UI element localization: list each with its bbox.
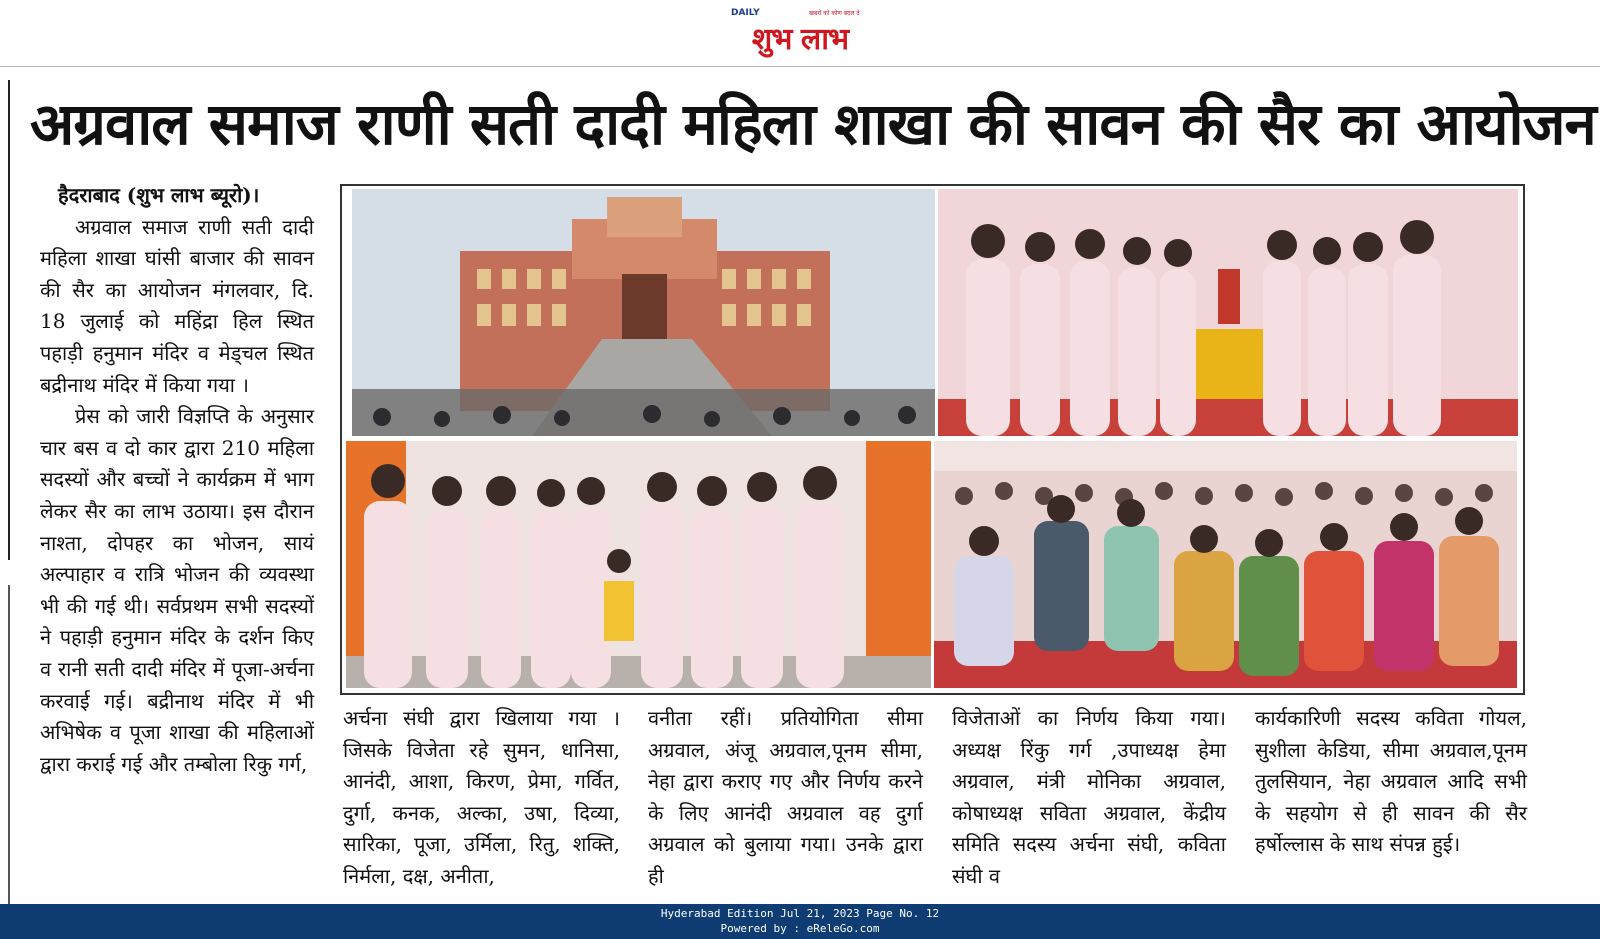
group-photo-women-pink [346, 441, 931, 688]
powered-by-link[interactable]: Powered by : eReleGo.com [720, 922, 880, 935]
article-column-2 [343, 703, 620, 893]
audience-photo [934, 441, 1517, 688]
article-paragraph-2: प्रेस को जारी विज्ञप्ति के अनुसार चार बस व दो कार द्वारा 210 महिला सदस्यों और बच्चों ने कार्यक्रम में भाग लेकर सैर का लाभ उठाया। इस दौरान नाश्ता, दोपहर का भोजन, सायं अल्पाहार व रात्रि भोजन की व्यवस्था भी की गई थी। सर्वप्रथम सभी सदस्यों ने पहाड़ी हनुमान मंदिर के दर्शन किए व रानी सती दादी मंदिर में पूजा-अर्चना करवाई गई। बद्रीनाथ मंदिर में भी अभिषेक व पूजा शाखा की महिलाओं द्वारा कराई गई और तम्बोला रिकु गर्ग, [40, 404, 314, 776]
left-column-rule-lower [0, 585, 10, 905]
edition-info: Hyderabad Edition Jul 21, 2023 Page No. 12 [660, 907, 940, 920]
left-column-rule [0, 80, 10, 560]
article-headline: अग्रवाल समाज राणी सती दादी महिला शाखा की सावन की सैर का आयोजन [30, 90, 1596, 158]
column-2-text: अर्चना संघी द्वारा खिलाया गया । जिसके विजेता रहे सुमन, धानिसा, आनंदी, आशा, किरण, प्रेमा, गर्वित, दुर्गा, कनक, अल्का, उषा, दिव्या, सारिका, पूजा, उर्मिला, रितु, शक्ति, निर्मला, दक्ष, अनीता, [343, 706, 620, 888]
column-3-text: वनीता रहीं। प्रतियोगिता सीमा अग्रवाल, अंजू अग्रवाल,पूनम सीमा, नेहा द्वारा कराए गए और निर्णय करने के लिए आनंदी अग्रवाल वह दुर्गा अग्रवाल को बुलाया गया। उनके द्वारा ही [648, 706, 923, 888]
group-photo-women-shrine [938, 189, 1518, 436]
article-paragraph-1: अग्रवाल समाज राणी सती दादी महिला शाखा घांसी बाजार की सावन की सैर का आयोजन मंगलवार, दि. 18 जुलाई को महिंद्रा हिल स्थित पहाड़ी हनुमान मंदिर व मेड्चल स्थित बद्रीनाथ मंदिर में किया गया । [40, 214, 314, 397]
photo-collage [340, 184, 1525, 695]
logo-brand: शुभ लाभ [751, 22, 849, 57]
temple-photo [352, 189, 935, 436]
logo-daily-text: DAILY [731, 8, 760, 18]
article-column-4 [952, 703, 1226, 893]
masthead-bar [0, 0, 1600, 67]
column-4-text: विजेताओं का निर्णय किया गया।अध्यक्ष रिंकु गर्ग ,उपाध्यक्ष हेमा अग्रवाल, मंत्री मोनिका अग्रवाल, कोषाध्यक्ष सविता अग्रवाल, केंद्रीय समिति सदस्य अर्चना संघी, कविता संघी व [952, 706, 1226, 888]
article-column-3 [648, 703, 923, 893]
article-column-1 [40, 180, 314, 780]
edition-footer [0, 904, 1600, 939]
column-5-text: कार्यकारिणी सदस्य कविता गोयल, सुशीला केडिया, सीमा अग्रवाल,पूनम तुलसियान, नेहा अग्रवाल आदि सभी के सहयोग से ही सावन की सैर हर्षोल्लास के साथ संपन्न हुई। [1255, 706, 1527, 857]
logo-tagline: खबरों को कोण बदल दे [809, 10, 860, 17]
article-column-5 [1255, 703, 1527, 861]
dateline: हैदराबाद (शुभ लाभ ब्यूरो)। [58, 183, 260, 207]
shubh-labh-logo [727, 6, 873, 56]
